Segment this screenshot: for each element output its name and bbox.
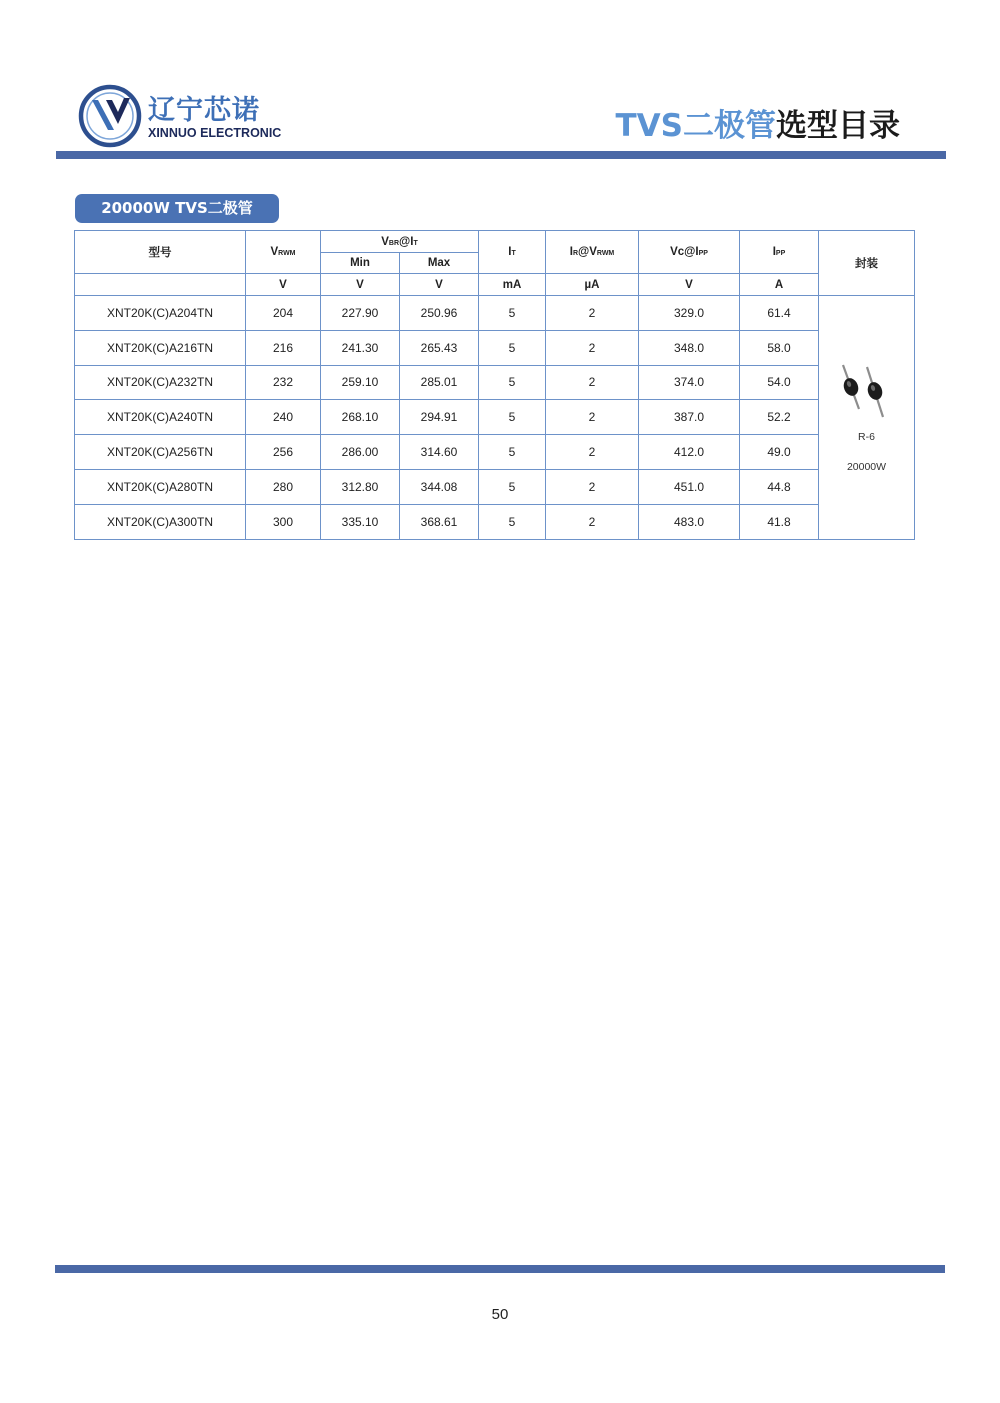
cell-vbr-min: 227.90 xyxy=(321,296,400,331)
axial-diode-image xyxy=(837,361,897,421)
cell-ir: 2 xyxy=(546,504,639,539)
table-row xyxy=(75,504,915,539)
cell-vrwm: 216 xyxy=(246,330,321,365)
cell-vbr-min: 268.10 xyxy=(321,400,400,435)
catalog-title-suffix: 选型目录 xyxy=(776,108,900,144)
cell-model: XNT20K(C)A300TN xyxy=(75,504,246,539)
table-row xyxy=(75,435,915,470)
cell-it: 5 xyxy=(479,365,546,400)
cell-ir: 2 xyxy=(546,435,639,470)
xinnuo-logo-icon xyxy=(78,84,142,148)
cell-ipp: 41.8 xyxy=(740,504,819,539)
cell-ir: 2 xyxy=(546,400,639,435)
header-vc: Vc@IPP xyxy=(639,231,740,274)
cell-vrwm: 240 xyxy=(246,400,321,435)
table-row xyxy=(75,296,915,331)
unit-ir: µA xyxy=(546,274,639,296)
table-row xyxy=(75,365,915,400)
cell-vrwm: 204 xyxy=(246,296,321,331)
catalog-title xyxy=(616,100,900,145)
cell-model: XNT20K(C)A280TN xyxy=(75,469,246,504)
cell-model: XNT20K(C)A216TN xyxy=(75,330,246,365)
cell-vbr-min: 241.30 xyxy=(321,330,400,365)
unit-model xyxy=(75,274,246,296)
footer-divider xyxy=(55,1265,945,1273)
table-row xyxy=(75,469,915,504)
unit-it: mA xyxy=(479,274,546,296)
cell-it: 5 xyxy=(479,296,546,331)
header-ipp: IPP xyxy=(740,231,819,274)
cell-model: XNT20K(C)A256TN xyxy=(75,435,246,470)
header-ir: IR@VRWM xyxy=(546,231,639,274)
logo-chinese-name: 辽宁芯诺 xyxy=(148,95,260,126)
page-number: 50 xyxy=(491,1306,509,1323)
cell-ipp: 54.0 xyxy=(740,365,819,400)
logo-english-name: XINNUO ELECTRONIC xyxy=(148,126,282,140)
company-logo xyxy=(78,84,282,148)
cell-vbr-max: 285.01 xyxy=(400,365,479,400)
header-vbr-max: Max xyxy=(400,253,479,274)
cell-ir: 2 xyxy=(546,365,639,400)
cell-vc: 329.0 xyxy=(639,296,740,331)
unit-vrwm: V xyxy=(246,274,321,296)
cell-vc: 387.0 xyxy=(639,400,740,435)
package-power: 20000W xyxy=(846,461,887,474)
cell-vbr-max: 250.96 xyxy=(400,296,479,331)
header-it: IT xyxy=(479,231,546,274)
cell-ir: 2 xyxy=(546,330,639,365)
unit-vbr-max: V xyxy=(400,274,479,296)
table-row xyxy=(75,400,915,435)
catalog-title-product: TVS二极管 xyxy=(615,108,776,144)
cell-vrwm: 300 xyxy=(246,504,321,539)
cell-ir: 2 xyxy=(546,469,639,504)
header-vbr: VBR@IT xyxy=(321,231,479,253)
cell-vc: 374.0 xyxy=(639,365,740,400)
unit-vbr-min: V xyxy=(321,274,400,296)
header-vbr-min: Min xyxy=(321,253,400,274)
cell-vc: 348.0 xyxy=(639,330,740,365)
cell-it: 5 xyxy=(479,330,546,365)
cell-vrwm: 232 xyxy=(246,365,321,400)
cell-vbr-max: 314.60 xyxy=(400,435,479,470)
cell-vrwm: 280 xyxy=(246,469,321,504)
header-package: 封装 xyxy=(819,231,915,296)
header-divider xyxy=(56,151,946,159)
table-row xyxy=(75,330,915,365)
spec-table xyxy=(74,230,915,540)
cell-vbr-min: 335.10 xyxy=(321,504,400,539)
cell-model: XNT20K(C)A240TN xyxy=(75,400,246,435)
cell-vbr-max: 368.61 xyxy=(400,504,479,539)
cell-ipp: 52.2 xyxy=(740,400,819,435)
unit-vc: V xyxy=(639,274,740,296)
cell-vbr-min: 312.80 xyxy=(321,469,400,504)
cell-vbr-min: 259.10 xyxy=(321,365,400,400)
package-cell xyxy=(819,296,915,540)
cell-it: 5 xyxy=(479,469,546,504)
cell-it: 5 xyxy=(479,400,546,435)
unit-ipp: A xyxy=(740,274,819,296)
cell-vc: 412.0 xyxy=(639,435,740,470)
cell-it: 5 xyxy=(479,435,546,470)
section-label: 20000W TVS二极管 xyxy=(75,194,279,223)
cell-ipp: 44.8 xyxy=(740,469,819,504)
cell-ipp: 58.0 xyxy=(740,330,819,365)
cell-model: XNT20K(C)A204TN xyxy=(75,296,246,331)
header-vrwm: VRWM xyxy=(246,231,321,274)
header-model: 型号 xyxy=(75,231,246,274)
cell-vbr-max: 265.43 xyxy=(400,330,479,365)
cell-ipp: 49.0 xyxy=(740,435,819,470)
cell-vrwm: 256 xyxy=(246,435,321,470)
cell-vbr-max: 294.91 xyxy=(400,400,479,435)
cell-vbr-max: 344.08 xyxy=(400,469,479,504)
cell-vbr-min: 286.00 xyxy=(321,435,400,470)
cell-ir: 2 xyxy=(546,296,639,331)
cell-ipp: 61.4 xyxy=(740,296,819,331)
package-name: R-6 xyxy=(858,431,875,444)
cell-it: 5 xyxy=(479,504,546,539)
cell-model: XNT20K(C)A232TN xyxy=(75,365,246,400)
cell-vc: 483.0 xyxy=(639,504,740,539)
cell-vc: 451.0 xyxy=(639,469,740,504)
